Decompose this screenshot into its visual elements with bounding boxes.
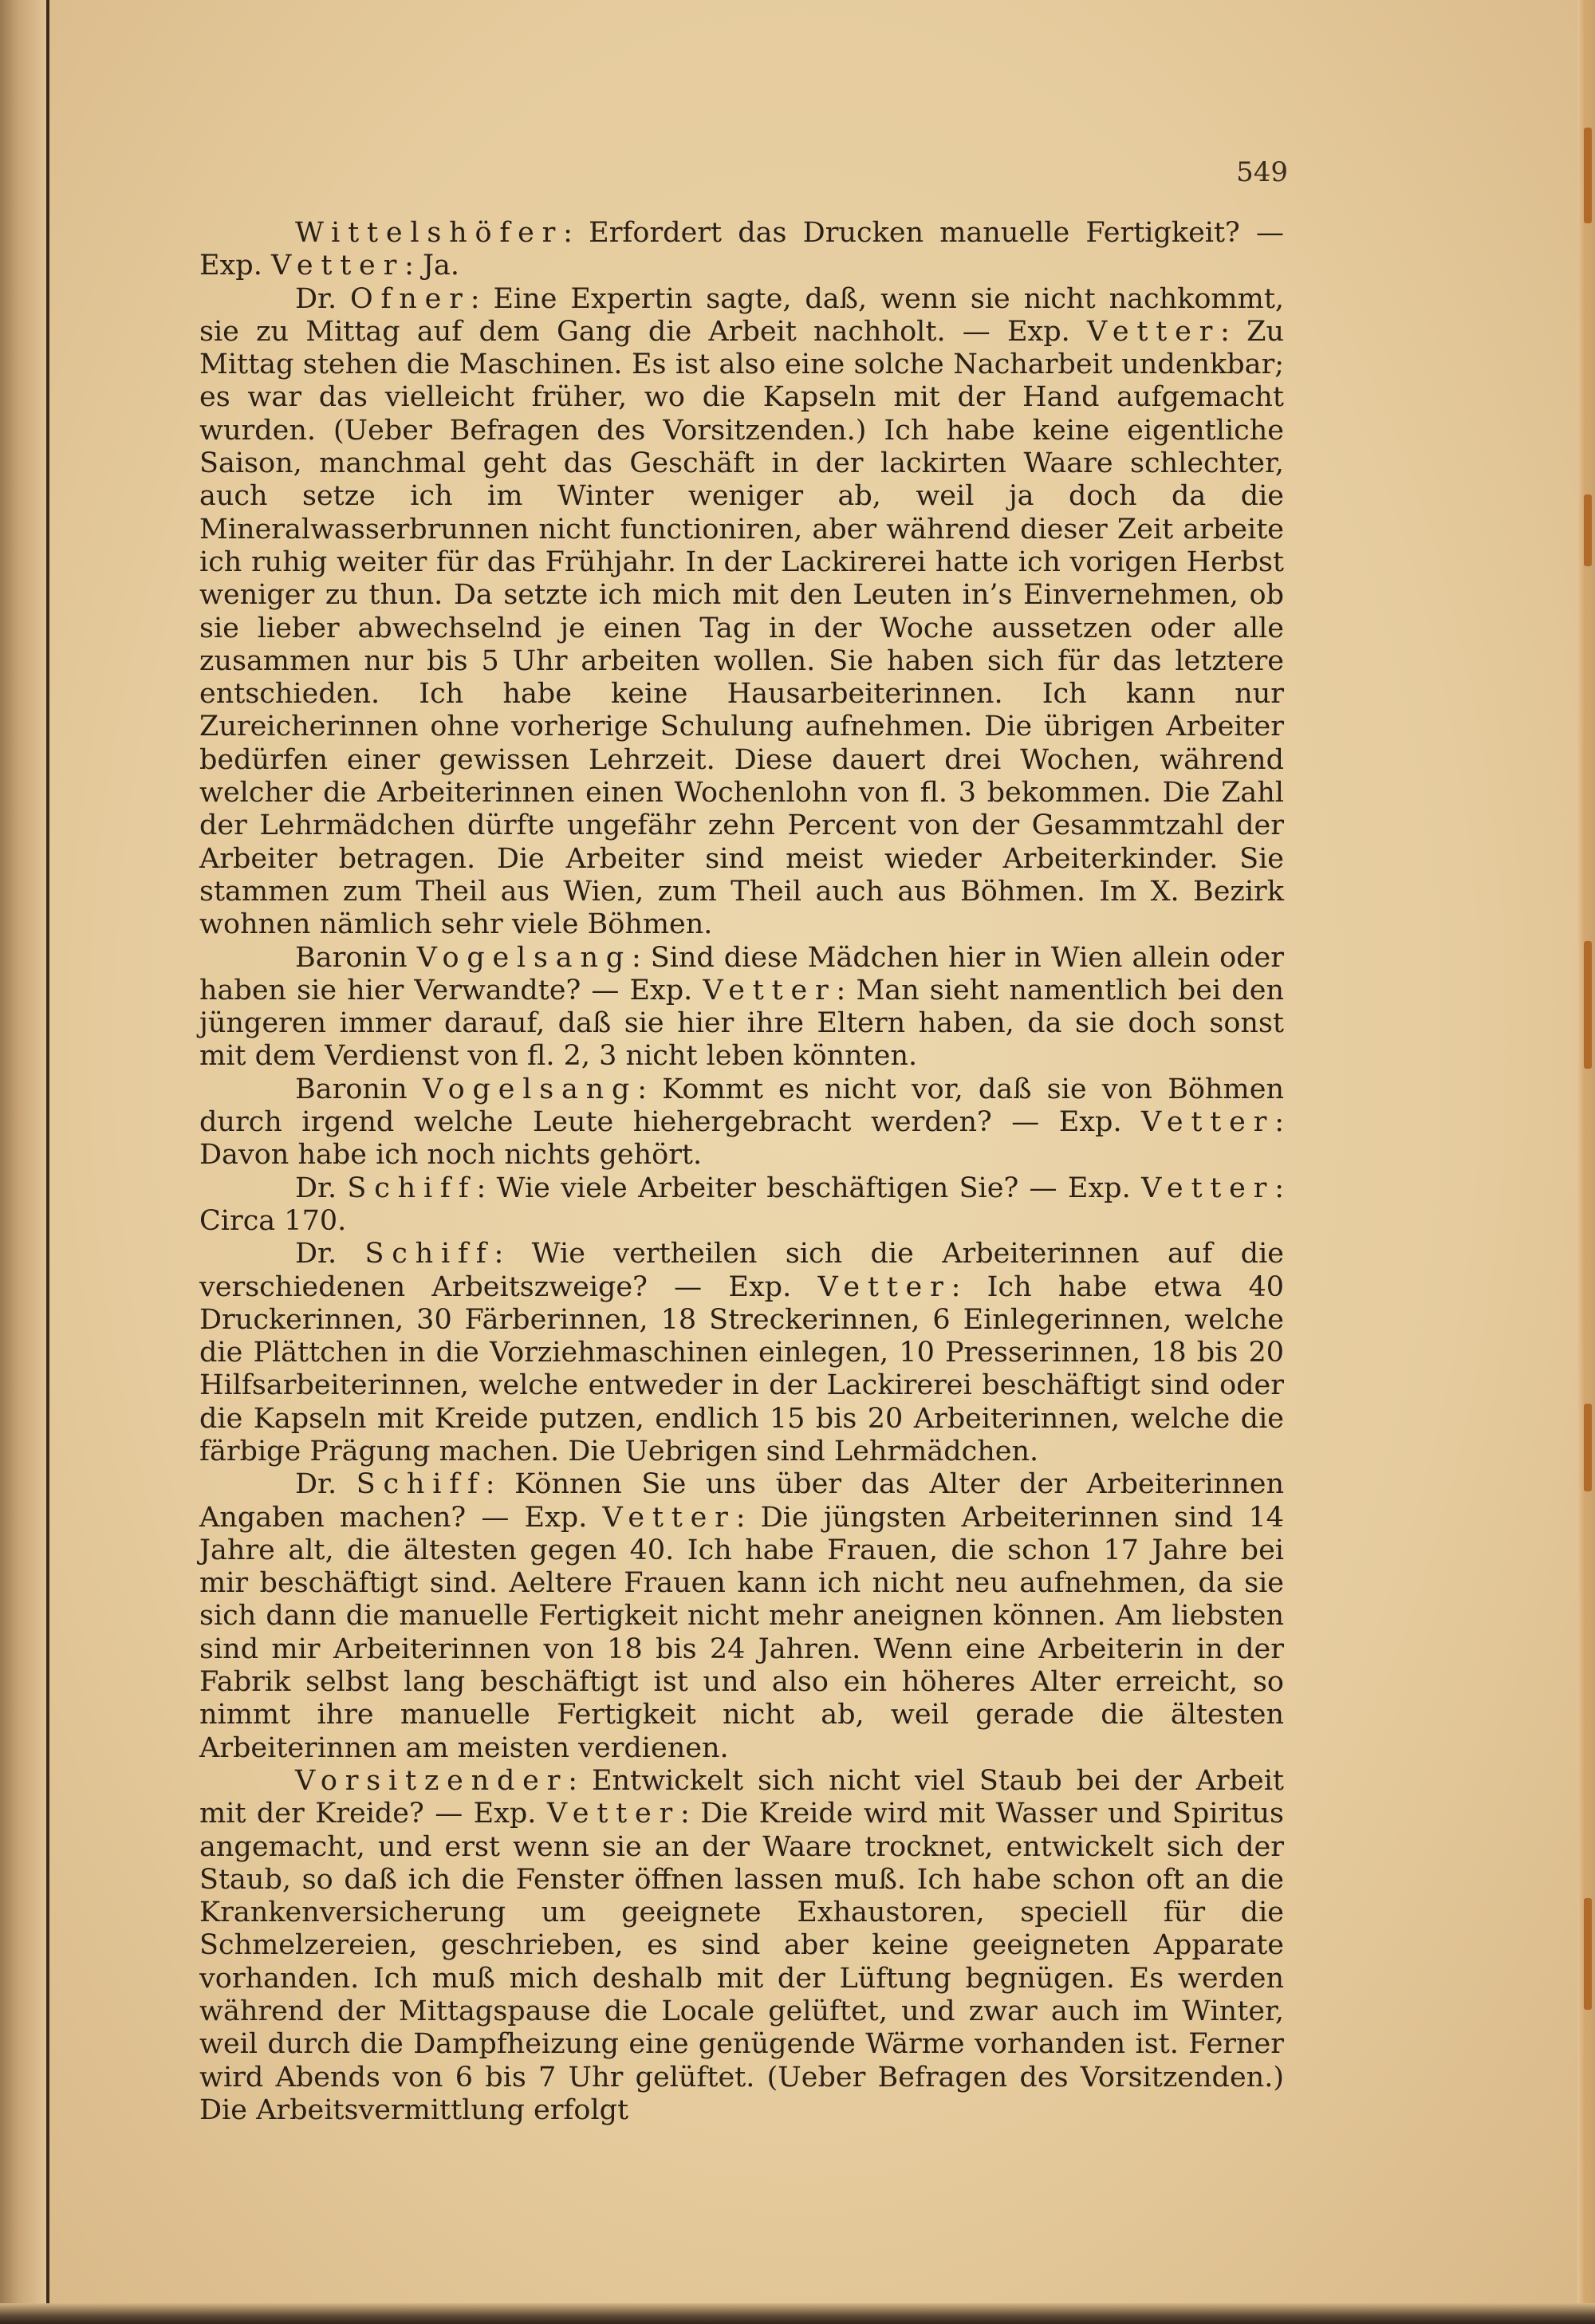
speaker-name: Vetter — [1086, 315, 1221, 348]
speaker-name: Vetter — [817, 1270, 951, 1303]
body-text — [199, 217, 1284, 2127]
speaker-name: Vetter — [546, 1798, 680, 1830]
speaker-name: Vogelsang — [416, 941, 632, 974]
speaker-name: Vorsitzender — [295, 1764, 569, 1797]
paragraph-text: : Erfordert das Drucken manuelle Fertigkeit? — Exp. — [199, 217, 1284, 282]
paragraph — [199, 942, 1284, 1073]
paragraph-text: : Können Sie uns über das Alter der Arbeiterinnen Angaben machen? — Exp. — [199, 1468, 1284, 1534]
paragraph — [199, 283, 1284, 942]
paragraph — [199, 1765, 1284, 2127]
page-number: 549 — [1236, 156, 1288, 188]
speaker-name: Vetter — [703, 974, 837, 1006]
paragraph — [199, 1468, 1284, 1765]
paragraph-text: : Die jüngsten Arbeiterinnen sind 14 Jahre alt, die ältesten gegen 40. Ich habe Frauen, die schon 17 Jahre bei mir beschäftigt sind. Aeltere Frauen kann ich nicht neu aufnehmen, da sie sich dann die manuelle Fertigkeit nicht mehr aneignen können. Am liebsten sind mir Arbeiterinnen von 18 bis 24 Jahren. Wenn eine Arbeiterin in der Fabrik selbst lang beschäftigt ist und also ein höheres Alter erreicht, so nimmt ihre manuelle Fertigkeit nicht ab, weil gerade die ältesten Arbeiterinnen am meisten verdienen. — [199, 1501, 1284, 1764]
paragraph-text: Baronin — [295, 1073, 423, 1105]
paragraph — [199, 1238, 1284, 1468]
paragraph-text: : Wie vertheilen sich die Arbeiterinnen auf die verschiedenen Arbeitszweige? — Exp. — [199, 1238, 1284, 1303]
paragraph-text: : Davon habe ich noch nichts gehört. — [199, 1106, 1284, 1172]
paragraph — [199, 1172, 1284, 1239]
paragraph — [199, 217, 1284, 283]
speaker-name: Schiff — [364, 1238, 494, 1270]
paragraph-text: Dr. — [295, 1468, 356, 1501]
paragraph-text: : Die Kreide wird mit Wasser und Spiritus angemacht, und erst wenn sie an der Waare trocknet, entwickelt sich der Staub, so daß ich die Fenster öffnen lassen muß. Ich habe schon oft an die Krankenversicherung um geeignete Exhaustoren, speciell für die Schmelzereien, geschrieben, es sind aber keine geeigneten Apparate vorhanden. Ich muß mich deshalb mit der Lüftung begnügen. Es werden während der Mittagspause die Locale gelüftet, und zwar auch im Winter, weil durch die Dampfheizung eine genügende Wärme vorhanden ist. Ferner wird Abends von 6 bis 7 Uhr gelüftet. (Ueber Befragen des Vorsitzenden.) Die Arbeitsvermittlung erfolgt — [199, 1798, 1284, 2126]
paragraph-text: : Entwickelt sich nicht viel Staub bei der Arbeit mit der Kreide? — Exp. — [199, 1764, 1284, 1830]
paragraph-text: Dr. — [295, 1238, 365, 1270]
speaker-name: Vetter — [270, 250, 405, 282]
paragraph-text: : Zu Mittag stehen die Maschinen. Es ist also eine solche Nacharbeit undenkbar; es war das vielleicht früher, wo die Kapseln mit der Hand aufgemacht wurden. (Ueber Befragen des Vorsitzenden.) Ich habe keine eigentliche Saison, manchmal geht das Geschäft in der lackirten Waare schlechter, auch setze ich im Winter weniger ab, weil ja doch da die Mineralwasserbrunnen nicht functioniren, aber während dieser Zeit arbeite ich ruhig weiter für das Frühjahr. In der Lackirerei hatte ich vorigen Herbst weniger zu thun. Da setzte ich mich mit den Leuten in’s Einvernehmen, ob sie lieber abwechselnd je einen Tag in der Woche aussetzen oder alle zusammen nur bis 5 Uhr arbeiten wollen. Sie haben sich für das letztere entschieden. Ich habe keine Hausarbeiterinnen. Ich kann nur Zureicherinnen ohne vorherige Schulung aufnehmen. Die übrigen Arbeiter bedürfen einer gewissen Lehrzeit. Diese dauert drei Wochen, während welcher die Arbeiterinnen einen Wochenlohn von fl. 3 bekommen. Die Zahl der Lehrmädchen dürfte ungefähr zehn Percent von der Gesammtzahl der Arbeiter betragen. Die Arbeiter sind meist wieder Arbeiterkinder. Sie stammen zum Theil aus Wien, zum Theil auch aus Böhmen. Im X. Bezirk wohnen nämlich sehr viele Böhmen. — [199, 315, 1284, 941]
speaker-name: Vogelsang — [422, 1073, 638, 1105]
paragraph-text: : Wie viele Arbeiter beschäftigen Sie? — Exp. — [476, 1172, 1142, 1204]
paragraph-text: : Sind diese Mädchen hier in Wien allein oder haben sie hier Verwandte? — Exp. — [199, 941, 1284, 1006]
paragraph-text: Dr. — [295, 1172, 348, 1204]
page-edge-right — [1577, 0, 1595, 2324]
paragraph-text: : Man sieht namentlich bei den jüngeren immer darauf, daß sie hier ihre Eltern haben, da sie doch sonst mit dem Verdienst von fl. 2, 3 nicht leben könnten. — [199, 974, 1284, 1073]
binding-edge-line — [46, 0, 49, 2324]
speaker-name: Ofner — [350, 282, 471, 315]
speaker-name: Schiff — [356, 1468, 486, 1501]
paragraph-text: Baronin — [295, 941, 417, 974]
speaker-name: Vetter — [1141, 1172, 1275, 1204]
speaker-name: Vetter — [1141, 1106, 1275, 1139]
page-edge-bottom — [0, 2303, 1595, 2324]
paragraph-text: : Ich habe etwa 40 Druckerinnen, 30 Färberinnen, 18 Streckerinnen, 6 Einlegerinnen, welche die Plättchen in die Vorziehmaschinen einlegen, 10 Presserinnen, 18 bis 20 Hilfsarbeiterinnen, welche entweder in der Lackirerei beschäftigt sind oder die Kapseln mit Kreide putzen, endlich 15 bis 20 Arbeiterinnen, welche die färbige Prägung machen. Die Uebrigen sind Lehrmädchen. — [199, 1270, 1284, 1467]
paragraph-text: : Kommt es nicht vor, daß sie von Böhmen durch irgend welche Leute hiehergebracht werden? — Exp. — [199, 1073, 1284, 1139]
speaker-name: Vetter — [602, 1501, 736, 1534]
paragraph-text: : Circa 170. — [199, 1172, 1285, 1237]
paragraph-text: Dr. — [295, 282, 351, 315]
paragraph-text: : Eine Expertin sagte, daß, wenn sie nicht nachkommt, sie zu Mittag auf dem Gang die Arbeit nachholt. — Exp. — [199, 282, 1285, 348]
binding-gutter — [0, 0, 46, 2324]
paragraph-text: : Ja. — [404, 250, 460, 282]
speaker-name: Schiff — [347, 1172, 477, 1204]
paragraph — [199, 1073, 1284, 1172]
speaker-name: Wittelshöfer — [295, 217, 564, 249]
